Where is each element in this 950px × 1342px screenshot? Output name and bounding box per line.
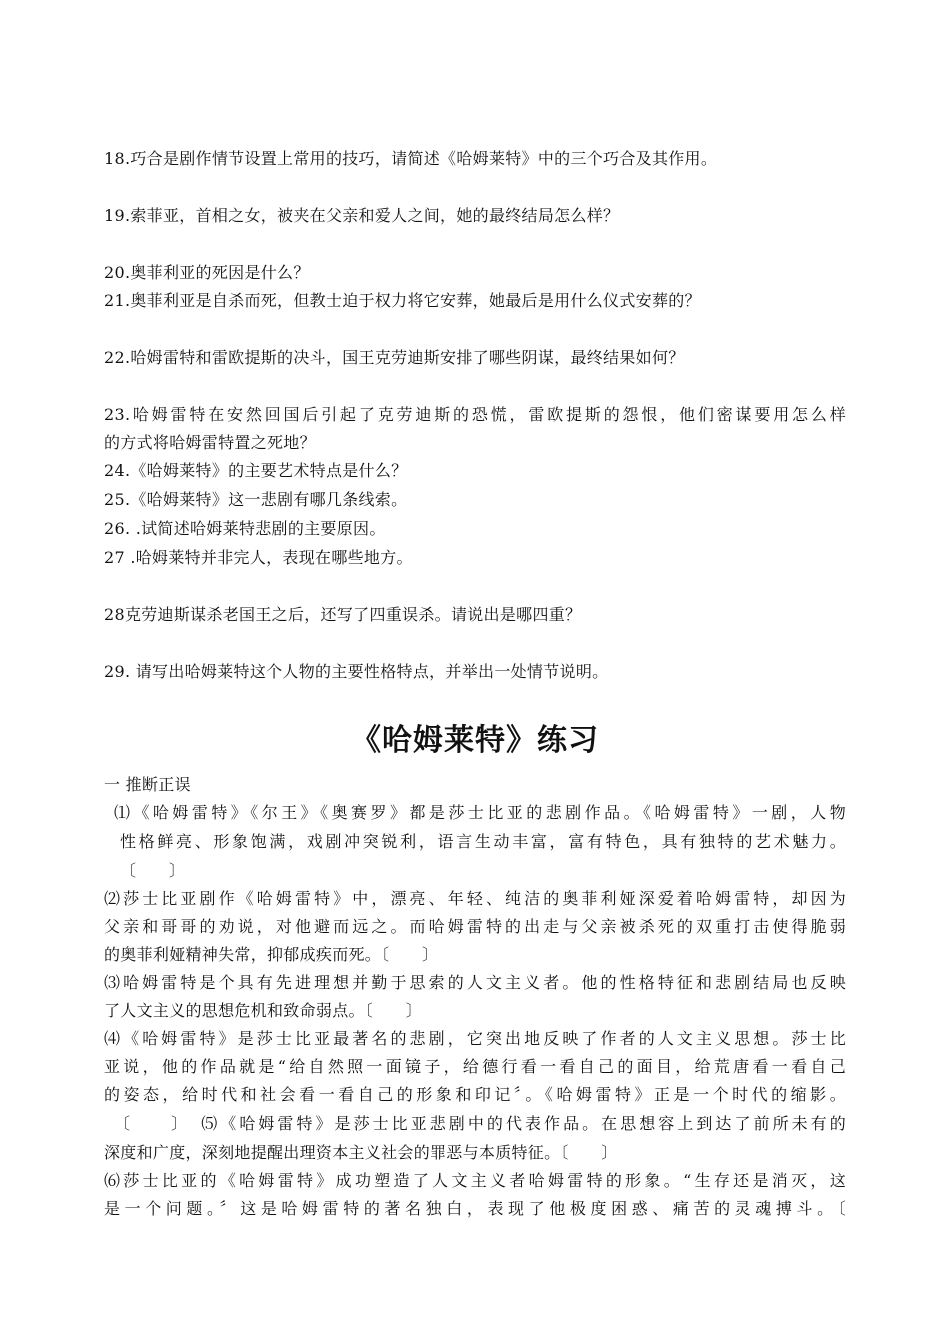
question-27: 27 .哈姆莱特并非完人，表现在哪些地方。 <box>104 548 413 567</box>
question-25: 25.《哈姆莱特》这一悲剧有哪几条线索。 <box>104 490 408 509</box>
item-4-5-line: 〔 〕 ⑸《哈姆雷特》是莎士比亚悲剧中的代表作品。在思想容上到达了前所未有的 <box>114 1114 846 1133</box>
item-3-line-2: 了人文主义的思想危机和致命弱点。〔 〕 <box>104 1001 423 1020</box>
item-2-line-1: ⑵莎士比亚剧作《哈姆雷特》中，漂亮、年轻、纯洁的奥菲利娅深爱着哈姆雷特，却因为 <box>104 889 846 908</box>
question-26: 26. .试简述哈姆莱特悲剧的主要原因。 <box>104 519 386 538</box>
question-29: 29. 请写出哈姆莱特这个人物的主要性格特点，并举出一处情节说明。 <box>104 662 609 681</box>
question-20: 20.奥菲利亚的死因是什么？ <box>104 263 310 282</box>
item-4-line-2: 亚说，他的作品就是“给自然照一面镜子，给德行看一看自己的面目，给荒唐看一看自己 <box>104 1057 846 1076</box>
item-6-line-2: 是一个问题。〞这是哈姆雷特的著名独白，表现了他极度困惑、痛苦的灵魂搏斗。〔 <box>104 1199 846 1218</box>
item-2-line-2: 父亲和哥哥的劝说，对他避而远之。而哈姆雷特的出走与父亲被杀死的双重打击使得脆弱 <box>104 917 846 936</box>
question-23-continued: 的方式将哈姆雷特置之死地？ <box>104 433 316 452</box>
question-23: 23.哈姆雷特在安然回国后引起了克劳迪斯的恐慌，雷欧提斯的怨恨，他们密谋要用怎么样 <box>104 405 846 424</box>
item-2-line-3: 的奥菲利娅精神失常，抑郁成疾而死。〔 〕 <box>104 945 439 964</box>
item-1-answer-bracket: 〔 〕 <box>120 861 186 880</box>
section-title: 《哈姆莱特》练习 <box>351 723 599 758</box>
item-3-line-1: ⑶哈姆雷特是个具有先进理想并勤于思索的人文主义者。他的性格特征和悲剧结局也反映 <box>104 973 846 992</box>
item-4-line-3: 的姿态，给时代和社会看一看自己的形象和印记〞。《哈姆雷特》正是一个时代的缩影。 <box>104 1085 846 1104</box>
question-28: 28克劳迪斯谋杀老国王之后，还写了四重误杀。请说出是哪四重？ <box>104 605 582 624</box>
question-18: 18.巧合是剧作情节设置上常用的技巧，请简述《哈姆莱特》中的三个巧合及其作用。 <box>104 149 718 168</box>
question-21: 21.奥菲利亚是自杀而死，但教士迫于权力将它安葬，她最后是用什么仪式安葬的？ <box>104 291 701 310</box>
item-1-line-1: ⑴《哈姆雷特》《尔王》《奥赛罗》都是莎士比亚的悲剧作品。《哈姆雷特》一剧，人物 <box>114 803 846 822</box>
part-heading: 一 推断正误 <box>104 775 191 794</box>
question-19: 19.索菲亚，首相之女，被夹在父亲和爱人之间，她的最终结局怎么样？ <box>104 206 620 225</box>
question-24: 24.《哈姆莱特》的主要艺术特点是什么？ <box>104 461 408 480</box>
item-5-line-2: 深度和广度，深刻地提醒出理资本主义社会的罪恶与本质特征。〔 〕 <box>104 1143 618 1162</box>
item-6-line-1: ⑹莎士比亚的《哈姆雷特》成功塑造了人文主义者哈姆雷特的形象。“生存还是消灭，这 <box>104 1171 846 1190</box>
question-22: 22.哈姆雷特和雷欧提斯的决斗，国王克劳迪斯安排了哪些阴谋，最终结果如何？ <box>104 348 685 367</box>
item-4-line-1: ⑷《哈姆雷特》是莎士比亚最著名的悲剧，它突出地反映了作者的人文主义思想。莎士比 <box>104 1029 846 1048</box>
item-1-line-2: 性格鲜亮、形象饱满，戏剧冲突锐利，语言生动丰富，富有特色，具有独特的艺术魅力。 <box>120 832 846 851</box>
